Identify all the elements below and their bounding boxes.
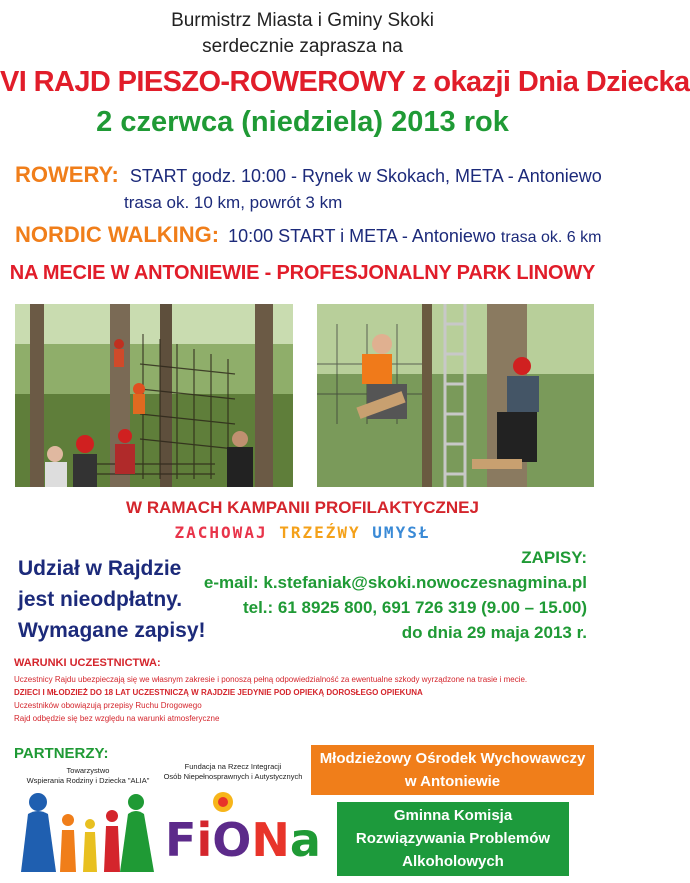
participation-line-1: Udział w Rajdzie [18,557,182,580]
campaign-heading: W RAMACH KAMPANII PROFILAKTYCZNEJ [126,498,479,517]
condition-2: DZIECI I MŁODZIEŻ DO 18 LAT UCZESTNICZĄ W RAJDZIE JEDYNIE POD OPIEKĄ DOROSŁEGO OPIEKUNA [14,688,423,697]
rope-park-photo-left [15,304,293,487]
nordic-label: NORDIC WALKING: [15,222,220,247]
condition-3: Uczestników obowiązują przepisy Ruchu Drogowego [14,701,202,710]
campaign-slogan [0,523,605,542]
fiona-org-line-1: Fundacja na Rzecz Integracji [184,762,282,771]
rowery-label: ROWERY: [15,162,119,187]
rowery-route: START godz. 10:00 - Rynek w Skokach, META - Antoniewo [129,166,602,186]
registration-email[interactable]: e-mail: k.stefaniak@skoki.nowoczesnagmina.pl [203,573,587,592]
nordic-route: 10:00 START i META - Antoniewo [228,226,496,246]
event-date: 2 czerwca (niedziela) 2013 rok [96,106,509,138]
participation-info [18,553,206,646]
nordic-distance: trasa ok. 6 km [500,229,602,246]
nordic-section [15,222,601,248]
slogan-word-3: UMYSŁ [372,523,431,542]
event-title: VI RAJD PIESZO-ROWEROWY z okazji Dnia Dziecka [0,66,690,98]
organizer-line: Burmistrz Miasta i Gminy Skoki [171,10,434,31]
registration-phone: tel.: 61 8925 800, 691 726 319 (9.00 – 15.00) [242,598,587,617]
registration-info [204,545,587,645]
fiona-logo [163,790,321,875]
rope-park-photo-right [317,304,594,487]
registration-label: ZAPISY: [521,548,587,567]
condition-4: Rajd odbędzie się bez względu na warunki atmosferyczne [14,714,220,723]
park-heading: NA MECIE W ANTONIEWIE - PROFESJONALNY PARK LINOWY [9,262,596,284]
svg-text:FiONa: FiONa [165,813,321,867]
partners-label: PARTNERZY: [14,745,109,762]
mow-line-2: w Antoniewie [404,773,501,790]
gkrpa-box [337,802,569,876]
participation-line-2: jest nieodpłatny. [18,588,183,611]
gkrpa-line-2: Rozwiązywania Problemów [355,830,551,847]
alia-org-name [18,766,158,786]
alia-org-line-2: Wspierania Rodziny i Dziecka "ALIA" [26,776,150,785]
rowery-section [15,162,602,188]
condition-1: Uczestnicy Rajdu ubezpieczają się we własnym zakresie i ponoszą pełną odpowiedzialność za ewentualne szkody wyrządzone na trasie i mecie. [14,675,528,684]
registration-deadline: do dnia 29 maja 2013 r. [401,623,587,642]
rowery-distance: trasa ok. 10 km, powrót 3 km [124,193,343,212]
fiona-org-name [163,762,303,782]
mow-antoniewo-box [311,745,594,795]
invite-line: serdecznie zaprasza na [202,36,403,57]
slogan-word-2: TRZEŹWY [279,523,361,542]
fiona-org-line-2: Osób Niepełnosprawnych i Autystycznych [163,772,303,781]
slogan-word-1: ZACHOWAJ [174,523,268,542]
alia-org-line-1: Towarzystwo [66,766,110,775]
alia-logo [16,790,156,877]
gkrpa-line-1: Gminna Komisja [393,807,513,824]
participation-line-3: Wymagane zapisy! [18,619,206,642]
conditions-title: WARUNKI UCZESTNICTWA: [14,657,161,669]
mow-line-1: Młodzieżowy Ośrodek Wychowawczy [319,750,586,767]
gkrpa-line-3: Alkoholowych [402,853,504,870]
